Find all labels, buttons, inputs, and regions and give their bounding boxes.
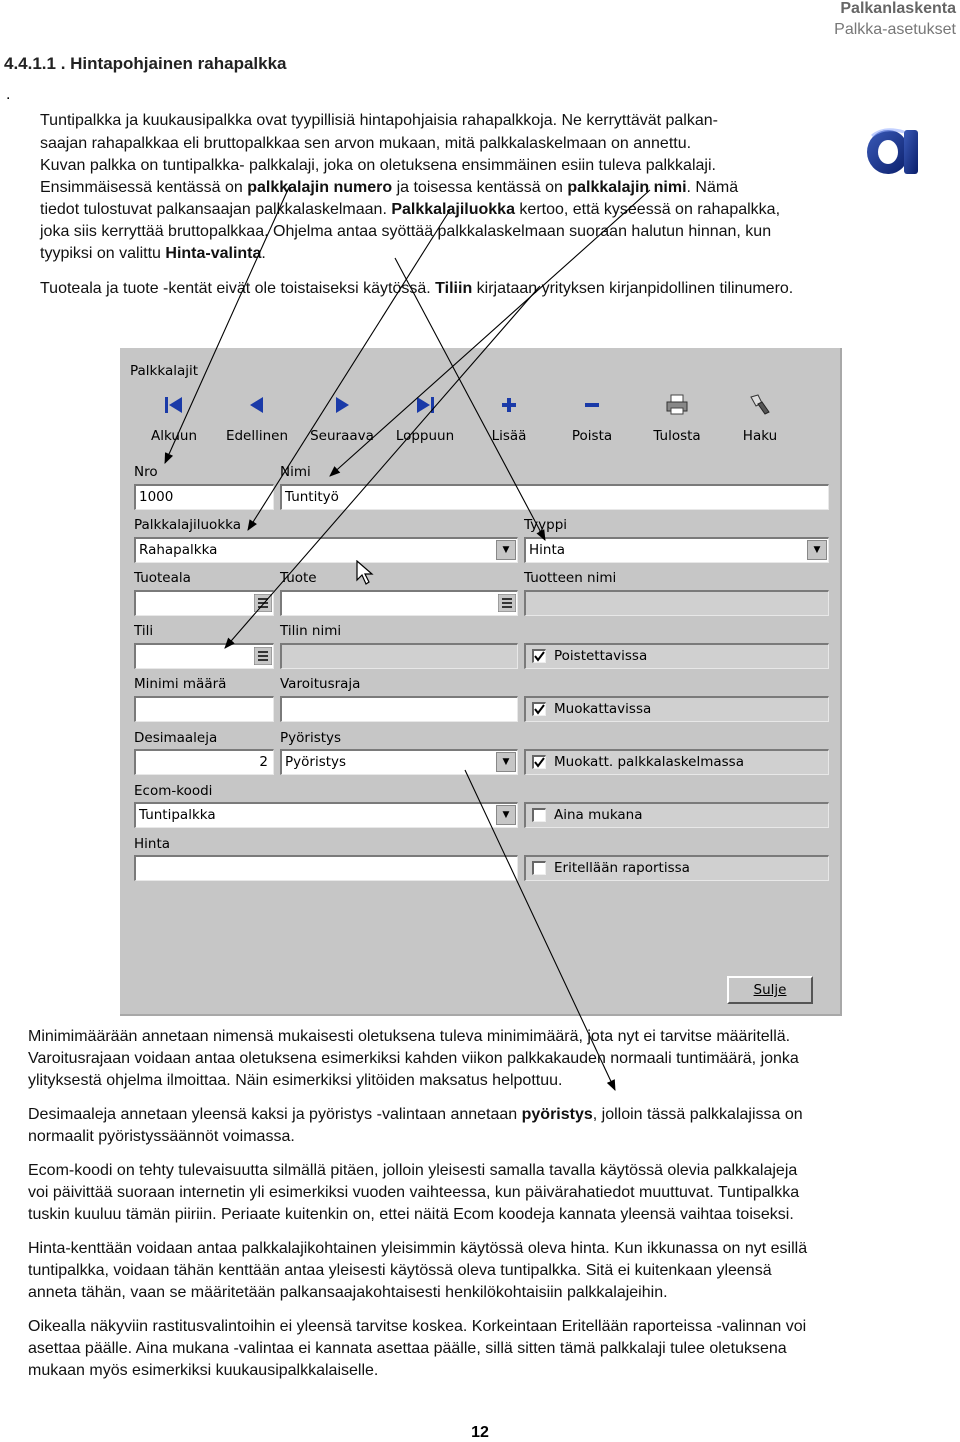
checkmark-icon — [532, 755, 546, 769]
pyoristys-label: Pyöristys — [280, 730, 342, 746]
ecom-select[interactable] — [134, 802, 518, 828]
varoitusraja-field[interactable] — [280, 696, 518, 722]
body-p5-line-3: mukaan myös esimerkiksi kuukausipalkkalaiselle. — [28, 1362, 379, 1379]
poistettavissa-label: Poistettavissa — [554, 648, 648, 664]
tyyppi-value: Hinta — [529, 542, 566, 558]
toolbar-print-label: Tulosta — [653, 428, 701, 444]
body-p4-line-1: Hinta-kenttään voidaan antaa palkkalajikohtainen yleisimmin käytössä oleva hinta. Kun ikkunassa on nyt esillä — [28, 1240, 808, 1257]
body-p2-line-2: normaalit pyöristyssäännöt voimassa. — [28, 1128, 295, 1145]
toolbar-next-button[interactable] — [302, 392, 382, 444]
first-record-icon — [162, 395, 186, 415]
luokka-select[interactable] — [134, 537, 518, 563]
toolbar-previous-label: Edellinen — [225, 428, 289, 444]
luokka-value: Rahapalkka — [139, 542, 218, 558]
next-record-icon — [330, 395, 354, 415]
eritellaan-raportissa-label: Eritellään raportissa — [554, 860, 690, 876]
nimi-label: Nimi — [280, 464, 311, 480]
toolbar-add-button[interactable] — [469, 392, 549, 444]
body-p4-line-3: anneta tähän, vaan se määritetään palkansaajakohtaisesti henkilökohtaisiin palkkalajeihin. — [28, 1284, 668, 1301]
body-p2-line-1: Desimaaleja annetaan yleensä kaksi ja pyöristys -valintaan annetaan pyöristys, jolloin tässä palkkalajissa on — [28, 1106, 803, 1123]
tili-label: Tili — [134, 623, 154, 639]
toolbar-last-button[interactable] — [385, 392, 465, 444]
poistettavissa-checkbox[interactable] — [532, 648, 647, 664]
varoitusraja-label: Varoitusraja — [280, 676, 361, 692]
tuotteen-nimi-label: Tuotteen nimi — [524, 570, 617, 586]
dialog-title: Palkkalajit — [130, 363, 199, 379]
last-record-icon — [413, 395, 437, 415]
toolbar-delete-button[interactable] — [552, 392, 632, 444]
header-title: Palkanlaskenta — [840, 0, 956, 17]
toolbar-first-label: Alkuun — [150, 428, 198, 444]
body-p3-line-1: Ecom-koodi on tehty tulevaisuutta silmällä pitäen, jolloin yleisesti samalla tavalla käytössä olevia palkkalajeja — [28, 1162, 798, 1179]
toolbar-delete-label: Poista — [571, 428, 613, 444]
muokatt-palkkalaskelmassa-checkbox[interactable] — [532, 754, 744, 770]
lookup-list-icon[interactable] — [254, 594, 272, 612]
hinta-field[interactable] — [134, 855, 518, 881]
hinta-label: Hinta — [134, 836, 171, 852]
ecom-label: Ecom-koodi — [134, 783, 213, 799]
intro-line-7: tyypiksi on valittu Hinta-valinta. — [40, 245, 266, 262]
toolbar-next-label: Seuraava — [310, 428, 374, 444]
minimi-label: Minimi määrä — [134, 676, 227, 692]
intro-line-6: joka siis kerryttää bruttopalkkaa. Ohjelma antaa syöttää palkkalaskelmaan suoraan halutun hinnan, kun — [40, 223, 772, 240]
tyyppi-label: Tyyppi — [524, 517, 568, 533]
toolbar-previous-button[interactable] — [217, 392, 297, 444]
toolbar-search-label: Haku — [742, 428, 778, 444]
intro-line-1: Tuntipalkka ja kuukausipalkka ovat tyypillisiä hintapohjaisia rahapalkkoja. Ne kerryttävät palkan- — [40, 112, 718, 129]
ecom-value: Tuntipalkka — [139, 807, 216, 823]
nimi-field[interactable]: Tuntityö — [280, 484, 829, 510]
tilin-nimi-label: Tilin nimi — [280, 623, 342, 639]
pyoristys-value: Pyöristys — [285, 754, 347, 770]
checkmark-icon — [532, 649, 546, 663]
muokattavissa-label: Muokattavissa — [554, 701, 652, 717]
muokattavissa-checkbox[interactable] — [532, 701, 651, 717]
body-p3-line-2: voi päivittää suoraan internetin yli esimerkiksi vuoden vaihteessa, kun päivärahatiedot muuttuvat. Tuntipalkka — [28, 1184, 800, 1201]
nro-label: Nro — [134, 464, 158, 480]
tuote-label: Tuote — [280, 570, 317, 586]
toolbar-first-button[interactable] — [134, 392, 214, 444]
body-p5-line-2: asettaa päälle. Aina mukana -valintaa ei kannata asettaa päälle, sillä sitten tämä palkkalaji tulee oletuksena — [28, 1340, 787, 1357]
lookup-list-icon[interactable] — [498, 594, 516, 612]
previous-record-icon — [245, 395, 269, 415]
intro-line-2: saajan rahapalkkaa eli bruttopalkkaa sen arvon mukaan, mitä palkkalaskelmaan on annettu. — [40, 135, 692, 152]
aina-mukana-checkbox[interactable] — [532, 807, 643, 823]
muokatt-palkkalaskelmassa-label: Muokatt. palkkalaskelmassa — [554, 754, 744, 770]
checkmark-icon — [532, 702, 546, 716]
body-p1-line-3: ylityksestä ohjelma ilmoittaa. Näin esimerkiksi ylitöiden maksatus helpottuu. — [28, 1072, 563, 1089]
toolbar-last-label: Loppuun — [395, 428, 455, 444]
chevron-down-icon[interactable]: ▼ — [496, 805, 516, 825]
printer-icon — [665, 394, 689, 416]
app-logo-icon — [864, 122, 922, 180]
body-p1-line-2: Varoitusrajaan voidaan antaa oletuksena esimerkiksi kahden viikon palkkakauden normaali tuntimäärä, jonka — [28, 1050, 799, 1067]
desimaaleja-label: Desimaaleja — [134, 730, 218, 746]
tilin-nimi-field — [280, 643, 518, 669]
aina-mukana-label: Aina mukana — [554, 807, 643, 823]
tuote-field[interactable] — [280, 590, 518, 616]
tili-field[interactable] — [134, 643, 274, 669]
plus-icon — [499, 395, 519, 415]
toolbar-add-label: Lisää — [491, 428, 527, 444]
intro-line-8: Tuoteala ja tuote -kentät eivät ole toistaiseksi käytössä. Tiliin kirjataan yrityksen kirjanpidollinen tilinumero. — [40, 280, 794, 297]
tyyppi-select[interactable] — [524, 537, 829, 563]
nro-field[interactable]: 1000 — [134, 484, 274, 510]
pyoristys-select[interactable] — [280, 749, 518, 775]
toolbar-search-button[interactable] — [720, 392, 800, 444]
body-p3-line-3: tuskin kuuluu tämän piiriin. Periaate kuitenkin on, ettei näitä Ecom koodeja kannata yleensä vaihtaa toiseksi. — [28, 1206, 794, 1223]
chevron-down-icon[interactable]: ▼ — [496, 752, 516, 772]
body-p4-line-2: tuntipalkka, voidaan tähän kenttään antaa yleisesti käytössä oleva tuntipalkka. Sitä ei kuitenkaan yleensä — [28, 1262, 772, 1279]
palkkalajit-dialog — [120, 348, 842, 1016]
body-p1-line-1: Minimimäärään annetaan nimensä mukaisesti oletuksena tuleva minimimäärä, jota nyt ei tarvitse määritellä. — [28, 1028, 791, 1045]
minimi-field[interactable] — [134, 696, 274, 722]
minus-icon — [582, 395, 602, 415]
lookup-list-icon[interactable] — [254, 647, 272, 665]
intro-line-5: tiedot tulostuvat palkansaajan palkkalaskelmaan. Palkkalajiluokka kertoo, että kyseessä on rahapalkka, — [40, 201, 781, 218]
header-subtitle: Palkka-asetukset — [834, 21, 956, 38]
intro-line-4: Ensimmäisessä kentässä on palkkalajin numero ja toisessa kentässä on palkkalajin nimi. Nämä — [40, 179, 739, 196]
page-number: 12 — [471, 1424, 489, 1441]
section-title: 4.4.1.1 . Hintapohjainen rahapalkka — [4, 54, 287, 73]
tuoteala-field[interactable] — [134, 590, 274, 616]
chevron-down-icon[interactable]: ▼ — [496, 540, 516, 560]
body-p5-line-1: Oikealla näkyviin rastitusvalintoihin ei yleensä tarvitse koskea. Korkeintaan Eritellään raporteissa -valinnan voi — [28, 1318, 807, 1335]
mouse-cursor-icon — [356, 560, 374, 588]
tuoteala-label: Tuoteala — [134, 570, 191, 586]
desimaaleja-field[interactable]: 2 — [134, 749, 274, 775]
toolbar-print-button[interactable] — [637, 392, 717, 444]
close-button[interactable]: Sulje — [727, 976, 813, 1004]
intro-line-3: Kuvan palkka on tuntipalkka- palkkalaji, joka on oletuksena ensimmäinen esiin tuleva palkkalaji. — [40, 157, 716, 174]
flashlight-icon — [748, 394, 772, 416]
luokka-label: Palkkalajiluokka — [134, 517, 241, 533]
chevron-down-icon[interactable]: ▼ — [807, 540, 827, 560]
section-dot: . — [6, 86, 11, 103]
tuotteen-nimi-field — [524, 590, 829, 616]
eritellaan-raportissa-checkbox[interactable] — [532, 860, 690, 876]
